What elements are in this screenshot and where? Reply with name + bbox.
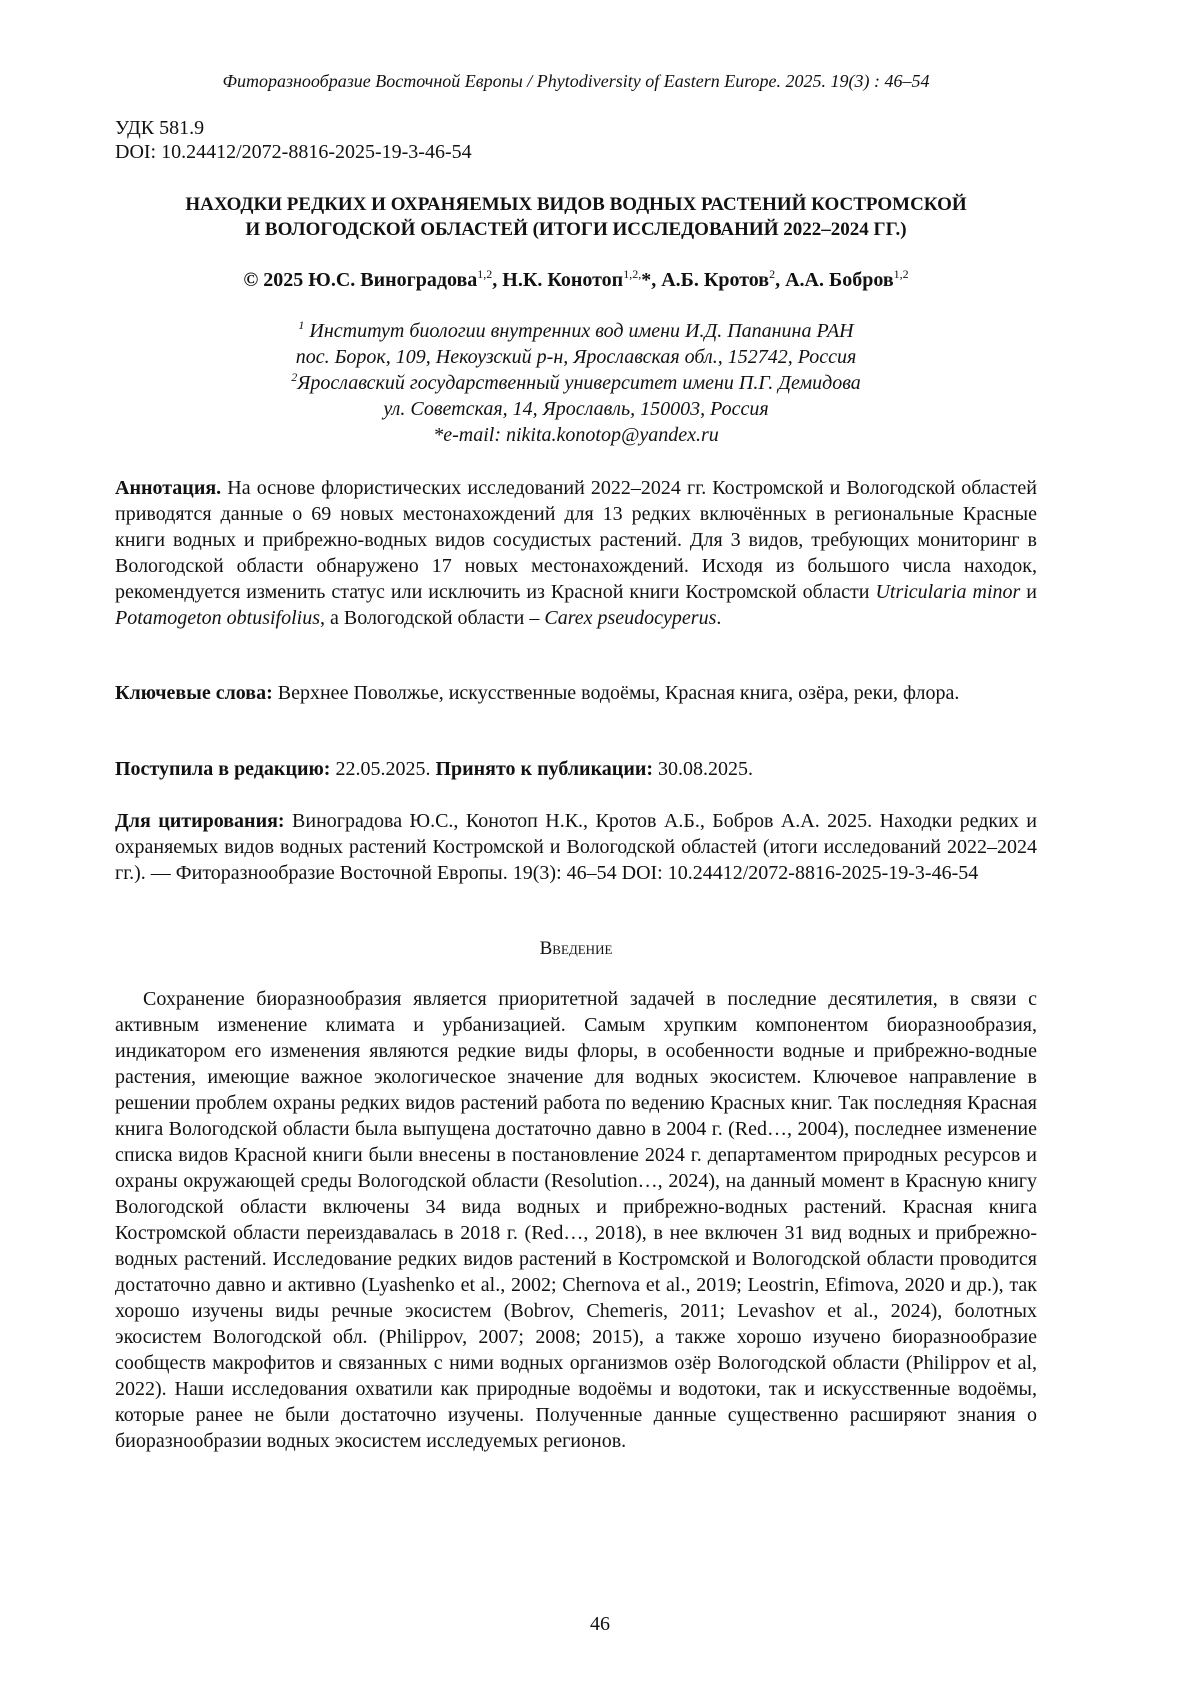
author-1: © 2025 Ю.С. Виноградова [243, 269, 477, 291]
identifiers [115, 116, 1037, 164]
title-line-2: И ВОЛОГОДСКОЙ ОБЛАСТЕЙ (ИТОГИ ИССЛЕДОВАНИЙ 2022–2024 ГГ.) [115, 217, 1037, 242]
affiliation-1-address: пос. Борок, 109, Некоузский р-н, Ярославская обл., 152742, Россия [115, 344, 1037, 370]
affiliation-1-name: Институт биологии внутренних вод имени И.Д. Папанина РАН [304, 320, 853, 342]
udk-code: УДК 581.9 [115, 116, 1037, 140]
abstract-end: . [716, 607, 721, 629]
abstract-text-2: , а Вологодской области – [320, 607, 544, 629]
affiliation-2-address: ул. Советская, 14, Ярославль, 150003, Россия [115, 396, 1037, 422]
page-number: 46 [0, 1612, 1200, 1636]
citation-label: Для цитирования: [115, 810, 285, 832]
affiliation-1-mark: 1 [298, 318, 304, 332]
author-1-affil: 1,2 [477, 267, 492, 281]
introduction-paragraph [115, 986, 1037, 1454]
corresponding-mark: * [641, 269, 651, 291]
received-label: Поступила в редакцию: [115, 758, 330, 780]
keywords-label: Ключевые слова: [115, 682, 273, 704]
accepted-date: 30.08.2025. [653, 758, 753, 780]
author-3-affil: 2 [769, 267, 775, 281]
author-4: , А.А. Бобров [775, 269, 894, 291]
article-page [0, 0, 1200, 1697]
author-2-affil: 1,2, [623, 267, 641, 281]
doi: DOI: 10.24412/2072-8816-2025-19-3-46-54 [115, 140, 1037, 164]
author-4-affil: 1,2 [894, 267, 909, 281]
species-utricularia: Utricularia minor [875, 581, 1020, 603]
author-2: , Н.К. Конотоп [492, 269, 623, 291]
article-title [115, 192, 1037, 242]
keywords [115, 680, 1037, 706]
affiliations [115, 318, 1037, 448]
dates [115, 756, 1037, 782]
abstract-label: Аннотация. [115, 477, 221, 499]
received-date: 22.05.2025. [330, 758, 435, 780]
affiliation-2-mark: 2 [291, 370, 297, 384]
authors-line [115, 268, 1037, 292]
abstract [115, 475, 1037, 631]
contact-email: *e-mail: nikita.konotop@yandex.ru [115, 422, 1037, 448]
citation [115, 808, 1037, 886]
section-heading-introduction: Введение [115, 937, 1037, 961]
accepted-label: Принято к публикации: [435, 758, 653, 780]
affiliation-2-name: Ярославский государственный университет имени П.Г. Демидова [297, 372, 861, 394]
affiliation-1 [115, 318, 1037, 344]
affiliation-2 [115, 370, 1037, 396]
author-3: , А.Б. Кротов [651, 269, 769, 291]
citation-text: Виноградова Ю.С., Конотоп Н.К., Кротов А.Б., Бобров А.А. 2025. Находки редких и охраняемых видов водных растений Костромской и Вологодской областей (итоги исследований 2022–2024 гг.). — Фиторазнообразие Восточной Европы. 19(3): 46–54 DOI: 10.24412/2072-8816-2025-19-3-46-54 [115, 810, 1037, 884]
abstract-and: и [1020, 581, 1037, 603]
species-carex: Carex pseudocyperus [544, 607, 716, 629]
introduction-text: Сохранение биоразнообразия является приоритетной задачей в последние десятилетия, в связи с активным изменение климата и урбанизацией. Самым хрупким компонентом биоразнообразия, индикатором его изменения являются редкие виды флоры, в особенности водные и прибрежно-водные растения, имеющие важное экологическое значение для водных экосистем. Ключевое направление в решении проблем охраны редких видов растений работа по ведению Красных книг. Так последняя Красная книга Вологодской области была выпущена достаточно давно в 2004 г. (Red…, 2004), последнее изменение списка видов Красной книги были внесены в постановление 2024 г. департаментом природных ресурсов и охраны окружающей среды Вологодской области (Resolution…, 2024), на данный момент в Красную книгу Вологодской области включены 34 вида водных и прибрежно-водных растений. Красная книга Костромской области переиздавалась в 2018 г. (Red…, 2018), в нее включен 31 вид водных и прибрежно-водных растений. Исследование редких видов растений в Костромской и Вологодской области проводится достаточно давно и активно (Lyashenko et al., 2002; Chernova et al., 2019; Leostrin, Efimova, 2020 и др.), так хорошо изучены виды речные экосистем (Bobrov, Chemeris, 2011; Levashov et al., 2024), болотных экосистем Вологодской обл. (Philippov, 2007; 2008; 2015), а также хорошо изучено биоразнообразие сообществ макрофитов и связанных с ними водных организмов озёр Вологодской области (Philippov et al, 2022). Наши исследования охватили как природные водоёмы и водотоки, так и искусственные водоёмы, которые ранее не были достаточно изучены. Полученные данные существенно расширяют знания о биоразнообразии водных экосистем исследуемых регионов. [115, 988, 1037, 1452]
title-line-1: НАХОДКИ РЕДКИХ И ОХРАНЯЕМЫХ ВИДОВ ВОДНЫХ РАСТЕНИЙ КОСТРОМСКОЙ [115, 192, 1037, 217]
journal-header: Фиторазнообразие Восточной Европы / Phytodiversity of Eastern Europe. 2025. 19(3) : 46–54 [115, 70, 1037, 92]
keywords-text: Верхнее Поволжье, искусственные водоёмы, Красная книга, озёра, реки, флора. [273, 682, 960, 704]
abstract-text-1: На основе флористических исследований 2022–2024 гг. Костромской и Вологодской областей приводятся данные о 69 новых местонахождений для 13 редких включённых в региональные Красные книги водных и прибрежно-водных видов сосудистых растений. Для 3 видов, требующих мониторинг в Вологодской области обнаружено 17 новых местонахождений. Исходя из большого числа находок, рекомендуется изменить статус или исключить из Красной книги Костромской области [115, 477, 1037, 603]
species-potamogeton: Potamogeton obtusifolius [115, 607, 320, 629]
